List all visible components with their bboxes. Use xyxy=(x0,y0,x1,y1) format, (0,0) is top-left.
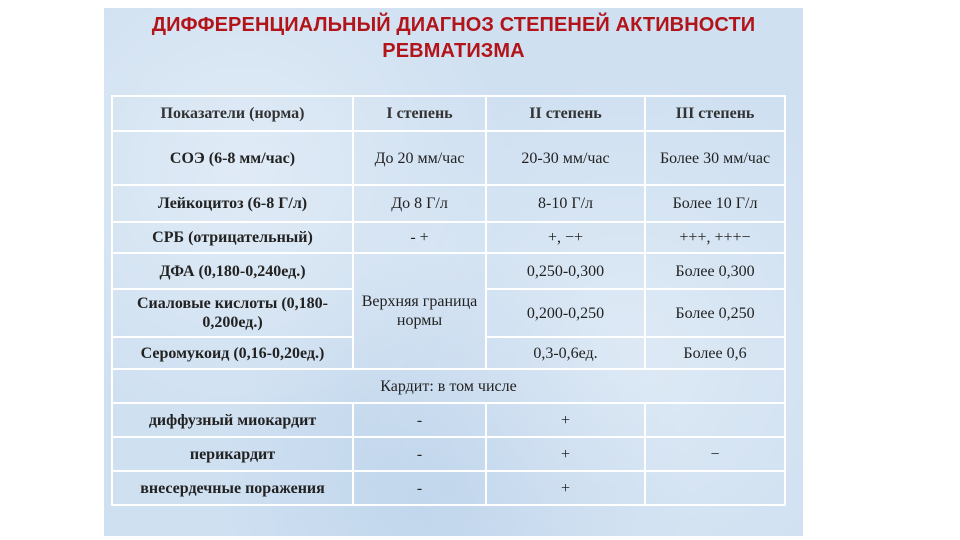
table-row-leukocytosis xyxy=(112,185,785,222)
table-row-extracardiac xyxy=(112,471,785,505)
cell-degree-1-merged: Верхняя граница нормы xyxy=(353,253,486,369)
cell-degree-3: − xyxy=(645,437,785,471)
cell-degree-3: +++, +++− xyxy=(645,222,785,253)
cell-degree-1: - xyxy=(353,437,486,471)
header-degree-1: I степень xyxy=(353,96,486,131)
row-label: Лейкоцитоз (6-8 Г/л) xyxy=(112,185,353,222)
header-degree-3: III степень xyxy=(645,96,785,131)
table-row-carditis-note xyxy=(112,369,785,403)
row-label: Сиаловые кислоты (0,180-0,200ед.) xyxy=(112,289,353,337)
table-row-pericarditis xyxy=(112,437,785,471)
row-label: ДФА (0,180-0,240ед.) xyxy=(112,253,353,289)
cell-degree-1: - xyxy=(353,403,486,437)
row-label: Серомукоид (0,16-0,20ед.) xyxy=(112,337,353,369)
cell-degree-2: + xyxy=(486,403,645,437)
row-label: СОЭ (6-8 мм/час) xyxy=(112,131,353,185)
cell-degree-2: 0,3-0,6ед. xyxy=(486,337,645,369)
cell-degree-3: Более 30 мм/час xyxy=(645,131,785,185)
cell-degree-3: Более 10 Г/л xyxy=(645,185,785,222)
table-row-esr xyxy=(112,131,785,185)
table-row-crp xyxy=(112,222,785,253)
row-label: диффузный миокардит xyxy=(112,403,353,437)
cell-degree-1: До 8 Г/л xyxy=(353,185,486,222)
cell-degree-3: Более 0,6 xyxy=(645,337,785,369)
header-degree-2: II степень xyxy=(486,96,645,131)
cell-degree-3 xyxy=(645,471,785,505)
row-label: СРБ (отрицательный) xyxy=(112,222,353,253)
page-title xyxy=(104,12,803,64)
cell-degree-1: - + xyxy=(353,222,486,253)
carditis-note: Кардит: в том числе xyxy=(112,369,785,403)
cell-degree-2: 20-30 мм/час xyxy=(486,131,645,185)
row-label: перикардит xyxy=(112,437,353,471)
cell-degree-2: 0,200-0,250 xyxy=(486,289,645,337)
cell-degree-3 xyxy=(645,403,785,437)
cell-degree-1: До 20 мм/час xyxy=(353,131,486,185)
cell-degree-2: + xyxy=(486,471,645,505)
header-indicators: Показатели (норма) xyxy=(112,96,353,131)
row-label: внесердечные поражения xyxy=(112,471,353,505)
cell-degree-2: 0,250-0,300 xyxy=(486,253,645,289)
cell-degree-2: + xyxy=(486,437,645,471)
cell-degree-3: Более 0,300 xyxy=(645,253,785,289)
cell-degree-1: - xyxy=(353,471,486,505)
cell-degree-3: Более 0,250 xyxy=(645,289,785,337)
table-row-dpa xyxy=(112,253,785,289)
cell-degree-2: +, −+ xyxy=(486,222,645,253)
table-header-row xyxy=(112,96,785,131)
activity-degrees-table xyxy=(111,95,786,506)
cell-degree-2: 8-10 Г/л xyxy=(486,185,645,222)
table-row-myocarditis xyxy=(112,403,785,437)
title-line-2: РЕВМАТИЗМА xyxy=(382,40,525,62)
title-line-1: ДИФФЕРЕНЦИАЛЬНЫЙ ДИАГНОЗ СТЕПЕНЕЙ АКТИВНОСТИ xyxy=(151,14,756,36)
